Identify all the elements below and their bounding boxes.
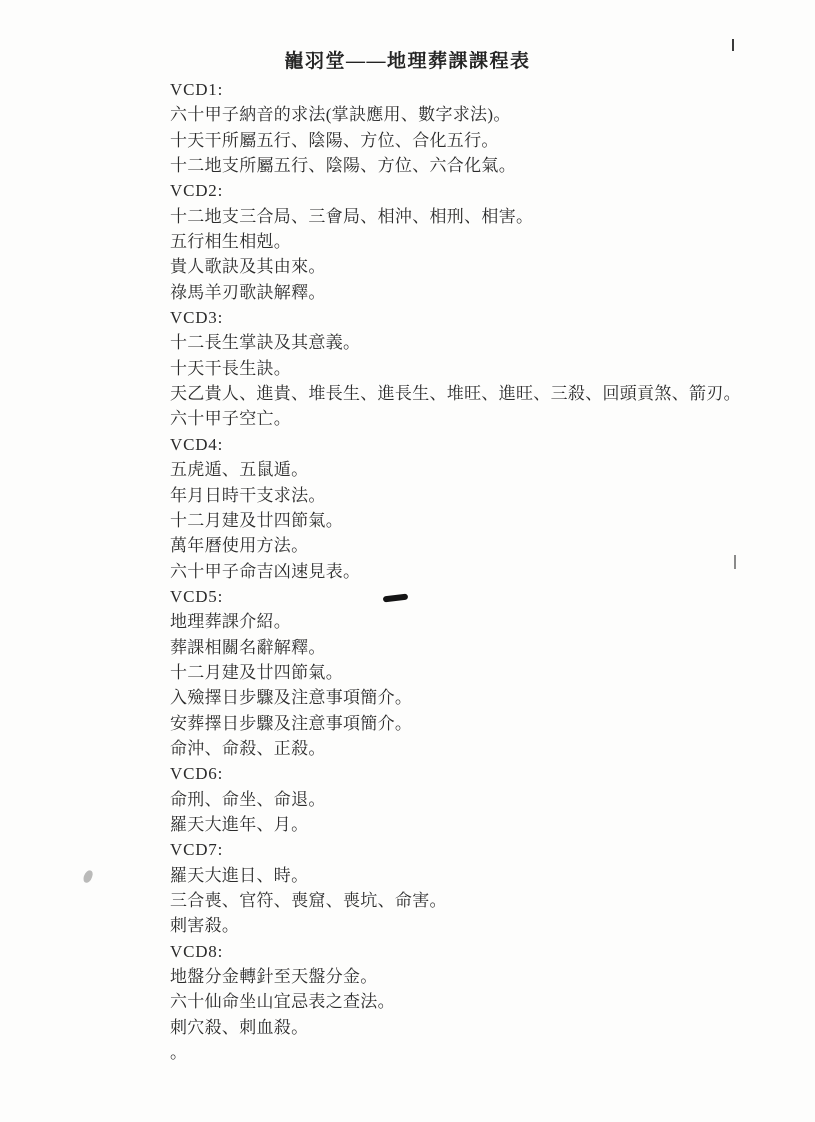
course-item: 十二月建及廿四節氣。 [170,662,343,682]
page-title: 巃羽堂——地理葬課課程表 [284,51,531,72]
course-list [170,77,790,1065]
scan-tick-mark-middle [734,555,736,569]
course-item: 三合喪、官符、喪窟、喪坑、命害。 [170,891,447,910]
vcd-section-heading: VCD3: [170,308,224,328]
course-item: 五行相生相剋。 [170,232,292,252]
course-item: 六十仙命坐山宜忌表之查法。 [170,992,395,1012]
course-item: 刺穴殺、刺血殺。 [170,1017,309,1037]
course-item: 六十甲子納音的求法(掌訣應用、數字求法)。 [170,105,511,125]
course-item: 六十甲子空亡。 [170,409,292,429]
course-item: 祿馬羊刃歌訣解釋。 [170,282,326,302]
vcd-section-heading: VCD7: [170,840,224,860]
course-item: 羅天大進日、時。 [170,865,309,885]
course-item: 十二地支所屬五行、陰陽、方位、六合化氣。 [170,156,516,176]
course-item: 入殮擇日步驟及注意事項簡介。 [170,688,413,708]
course-item: 命沖、命殺、正殺。 [170,738,326,758]
vcd-section-heading: VCD4: [170,434,224,454]
course-item: 地理葬課介紹。 [170,612,292,632]
course-item: 十二月建及廿四節氣。 [170,510,343,530]
course-item: 羅天大進年、月。 [170,814,309,834]
vcd-section-heading: VCD5: [170,586,224,606]
course-item: 六十甲子命吉凶速見表。 [170,561,361,581]
course-item: 十天干長生訣。 [170,358,292,378]
course-item: 刺害殺。 [170,916,240,936]
course-item: 十二地支三合局、三會局、相沖、相刑、相害。 [170,206,534,226]
vcd-section-heading: VCD6: [170,764,224,784]
vcd-section-heading: VCD8: [170,941,224,961]
course-item: 五虎遁、五鼠遁。 [170,460,309,480]
course-item: 命刑、命坐、命退。 [170,789,326,809]
course-item: 地盤分金轉針至天盤分金。 [170,967,378,987]
vcd-section-heading: VCD2: [170,181,224,201]
course-item: 十二長生掌訣及其意義。 [170,333,361,353]
course-item: 。 [170,1043,188,1063]
course-item: 葬課相關名辭解釋。 [170,637,326,657]
vcd-section-heading: VCD1: [170,80,224,99]
course-item: 十天干所屬五行、陰陽、方位、合化五行。 [170,130,499,150]
course-item: 萬年曆使用方法。 [170,536,309,556]
course-item: 年月日時干支求法。 [170,485,326,505]
course-item: 天乙貴人、進貴、堆長生、進長生、堆旺、進旺、三殺、回頭貢煞、箭刃。 [170,384,741,404]
scan-tick-mark-top [732,39,734,51]
course-item: 貴人歌訣及其由來。 [170,257,326,277]
course-item: 安葬擇日步驟及注意事項簡介。 [170,713,413,733]
smudge-mark [82,869,94,884]
